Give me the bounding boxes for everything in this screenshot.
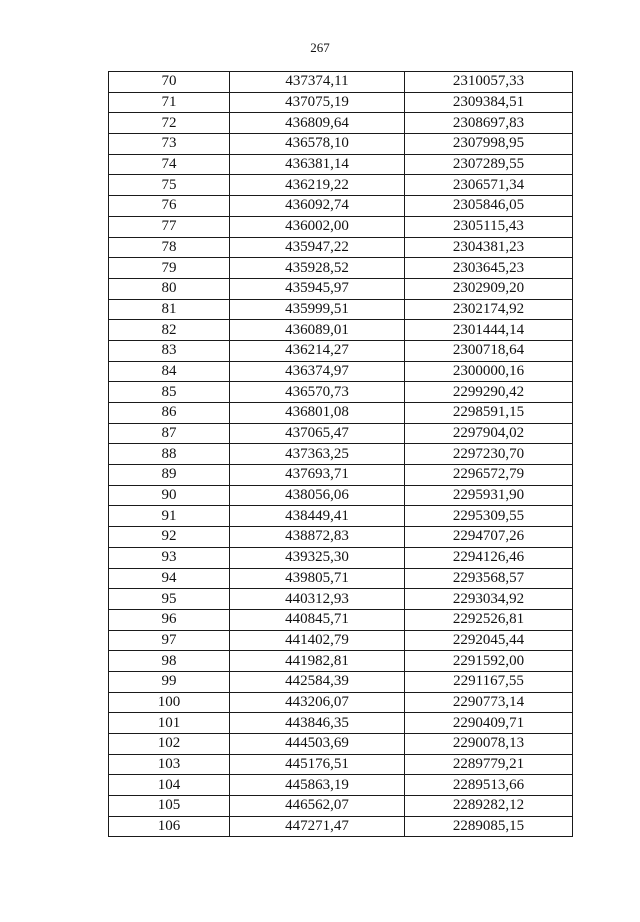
y-coordinate-cell: 2293034,92 xyxy=(405,589,573,610)
y-coordinate-cell: 2290078,13 xyxy=(405,734,573,755)
table-row xyxy=(109,216,573,237)
y-coordinate-cell: 2305846,05 xyxy=(405,196,573,217)
point-number-cell: 97 xyxy=(109,630,230,651)
y-coordinate-cell: 2303645,23 xyxy=(405,258,573,279)
table-row xyxy=(109,237,573,258)
point-number-cell: 75 xyxy=(109,175,230,196)
point-number-cell: 86 xyxy=(109,403,230,424)
table-row xyxy=(109,340,573,361)
x-coordinate-cell: 441982,81 xyxy=(230,651,405,672)
table-row xyxy=(109,568,573,589)
table-row xyxy=(109,361,573,382)
y-coordinate-cell: 2302909,20 xyxy=(405,278,573,299)
point-number-cell: 91 xyxy=(109,506,230,527)
x-coordinate-cell: 442584,39 xyxy=(230,671,405,692)
point-number-cell: 103 xyxy=(109,754,230,775)
point-number-cell: 80 xyxy=(109,278,230,299)
x-coordinate-cell: 447271,47 xyxy=(230,816,405,837)
y-coordinate-cell: 2291592,00 xyxy=(405,651,573,672)
table-row xyxy=(109,113,573,134)
x-coordinate-cell: 443846,35 xyxy=(230,713,405,734)
point-number-cell: 92 xyxy=(109,527,230,548)
x-coordinate-cell: 437363,25 xyxy=(230,444,405,465)
x-coordinate-cell: 437374,11 xyxy=(230,72,405,93)
x-coordinate-cell: 437075,19 xyxy=(230,92,405,113)
table-row xyxy=(109,692,573,713)
x-coordinate-cell: 436219,22 xyxy=(230,175,405,196)
point-number-cell: 99 xyxy=(109,671,230,692)
y-coordinate-cell: 2294707,26 xyxy=(405,527,573,548)
y-coordinate-cell: 2308697,83 xyxy=(405,113,573,134)
table-row xyxy=(109,796,573,817)
table-row xyxy=(109,671,573,692)
y-coordinate-cell: 2307289,55 xyxy=(405,154,573,175)
table-row xyxy=(109,527,573,548)
point-number-cell: 94 xyxy=(109,568,230,589)
point-number-cell: 104 xyxy=(109,775,230,796)
y-coordinate-cell: 2309384,51 xyxy=(405,92,573,113)
y-coordinate-cell: 2290409,71 xyxy=(405,713,573,734)
x-coordinate-cell: 446562,07 xyxy=(230,796,405,817)
x-coordinate-cell: 436801,08 xyxy=(230,403,405,424)
y-coordinate-cell: 2292045,44 xyxy=(405,630,573,651)
x-coordinate-cell: 443206,07 xyxy=(230,692,405,713)
x-coordinate-cell: 439805,71 xyxy=(230,568,405,589)
table-row xyxy=(109,382,573,403)
point-number-cell: 70 xyxy=(109,72,230,93)
y-coordinate-cell: 2292526,81 xyxy=(405,609,573,630)
point-number-cell: 73 xyxy=(109,134,230,155)
y-coordinate-cell: 2310057,33 xyxy=(405,72,573,93)
point-number-cell: 101 xyxy=(109,713,230,734)
x-coordinate-cell: 436374,97 xyxy=(230,361,405,382)
y-coordinate-cell: 2298591,15 xyxy=(405,403,573,424)
table-row xyxy=(109,609,573,630)
table-row xyxy=(109,775,573,796)
y-coordinate-cell: 2305115,43 xyxy=(405,216,573,237)
point-number-cell: 88 xyxy=(109,444,230,465)
x-coordinate-cell: 445863,19 xyxy=(230,775,405,796)
point-number-cell: 105 xyxy=(109,796,230,817)
point-number-cell: 87 xyxy=(109,423,230,444)
x-coordinate-cell: 436089,01 xyxy=(230,320,405,341)
x-coordinate-cell: 435947,22 xyxy=(230,237,405,258)
y-coordinate-cell: 2307998,95 xyxy=(405,134,573,155)
x-coordinate-cell: 441402,79 xyxy=(230,630,405,651)
table-row xyxy=(109,423,573,444)
y-coordinate-cell: 2295309,55 xyxy=(405,506,573,527)
table-row xyxy=(109,72,573,93)
y-coordinate-cell: 2301444,14 xyxy=(405,320,573,341)
y-coordinate-cell: 2296572,79 xyxy=(405,465,573,486)
coordinates-table xyxy=(108,71,573,837)
point-number-cell: 98 xyxy=(109,651,230,672)
table-row xyxy=(109,485,573,506)
x-coordinate-cell: 436214,27 xyxy=(230,340,405,361)
x-coordinate-cell: 435999,51 xyxy=(230,299,405,320)
point-number-cell: 78 xyxy=(109,237,230,258)
table-row xyxy=(109,630,573,651)
point-number-cell: 82 xyxy=(109,320,230,341)
table-row xyxy=(109,92,573,113)
x-coordinate-cell: 437065,47 xyxy=(230,423,405,444)
x-coordinate-cell: 439325,30 xyxy=(230,547,405,568)
y-coordinate-cell: 2293568,57 xyxy=(405,568,573,589)
point-number-cell: 76 xyxy=(109,196,230,217)
table-row xyxy=(109,506,573,527)
y-coordinate-cell: 2302174,92 xyxy=(405,299,573,320)
table-row xyxy=(109,320,573,341)
point-number-cell: 89 xyxy=(109,465,230,486)
point-number-cell: 72 xyxy=(109,113,230,134)
x-coordinate-cell: 438872,83 xyxy=(230,527,405,548)
y-coordinate-cell: 2300718,64 xyxy=(405,340,573,361)
table-row xyxy=(109,278,573,299)
point-number-cell: 93 xyxy=(109,547,230,568)
y-coordinate-cell: 2289513,66 xyxy=(405,775,573,796)
point-number-cell: 95 xyxy=(109,589,230,610)
x-coordinate-cell: 438056,06 xyxy=(230,485,405,506)
x-coordinate-cell: 436092,74 xyxy=(230,196,405,217)
point-number-cell: 77 xyxy=(109,216,230,237)
table-row xyxy=(109,134,573,155)
y-coordinate-cell: 2294126,46 xyxy=(405,547,573,568)
y-coordinate-cell: 2291167,55 xyxy=(405,671,573,692)
y-coordinate-cell: 2295931,90 xyxy=(405,485,573,506)
y-coordinate-cell: 2297904,02 xyxy=(405,423,573,444)
point-number-cell: 81 xyxy=(109,299,230,320)
x-coordinate-cell: 435928,52 xyxy=(230,258,405,279)
y-coordinate-cell: 2300000,16 xyxy=(405,361,573,382)
x-coordinate-cell: 440845,71 xyxy=(230,609,405,630)
point-number-cell: 83 xyxy=(109,340,230,361)
y-coordinate-cell: 2306571,34 xyxy=(405,175,573,196)
table-row xyxy=(109,299,573,320)
x-coordinate-cell: 445176,51 xyxy=(230,754,405,775)
y-coordinate-cell: 2299290,42 xyxy=(405,382,573,403)
x-coordinate-cell: 437693,71 xyxy=(230,465,405,486)
point-number-cell: 96 xyxy=(109,609,230,630)
x-coordinate-cell: 435945,97 xyxy=(230,278,405,299)
x-coordinate-cell: 440312,93 xyxy=(230,589,405,610)
x-coordinate-cell: 436809,64 xyxy=(230,113,405,134)
table-row xyxy=(109,713,573,734)
table-row xyxy=(109,547,573,568)
point-number-cell: 100 xyxy=(109,692,230,713)
point-number-cell: 71 xyxy=(109,92,230,113)
point-number-cell: 85 xyxy=(109,382,230,403)
y-coordinate-cell: 2289282,12 xyxy=(405,796,573,817)
table-row xyxy=(109,444,573,465)
x-coordinate-cell: 436381,14 xyxy=(230,154,405,175)
y-coordinate-cell: 2297230,70 xyxy=(405,444,573,465)
y-coordinate-cell: 2290773,14 xyxy=(405,692,573,713)
x-coordinate-cell: 436002,00 xyxy=(230,216,405,237)
point-number-cell: 74 xyxy=(109,154,230,175)
table-row xyxy=(109,403,573,424)
y-coordinate-cell: 2289779,21 xyxy=(405,754,573,775)
x-coordinate-cell: 444503,69 xyxy=(230,734,405,755)
page-number: 267 xyxy=(310,40,330,55)
x-coordinate-cell: 436570,73 xyxy=(230,382,405,403)
point-number-cell: 106 xyxy=(109,816,230,837)
table-row xyxy=(109,734,573,755)
x-coordinate-cell: 438449,41 xyxy=(230,506,405,527)
table-row xyxy=(109,175,573,196)
y-coordinate-cell: 2304381,23 xyxy=(405,237,573,258)
table-row xyxy=(109,154,573,175)
table-row xyxy=(109,651,573,672)
table-row xyxy=(109,589,573,610)
point-number-cell: 84 xyxy=(109,361,230,382)
table-row xyxy=(109,258,573,279)
table-row xyxy=(109,754,573,775)
coordinates-table-body xyxy=(109,72,573,837)
point-number-cell: 79 xyxy=(109,258,230,279)
y-coordinate-cell: 2289085,15 xyxy=(405,816,573,837)
x-coordinate-cell: 436578,10 xyxy=(230,134,405,155)
table-row xyxy=(109,196,573,217)
point-number-cell: 102 xyxy=(109,734,230,755)
point-number-cell: 90 xyxy=(109,485,230,506)
table-row xyxy=(109,465,573,486)
table-row xyxy=(109,816,573,837)
